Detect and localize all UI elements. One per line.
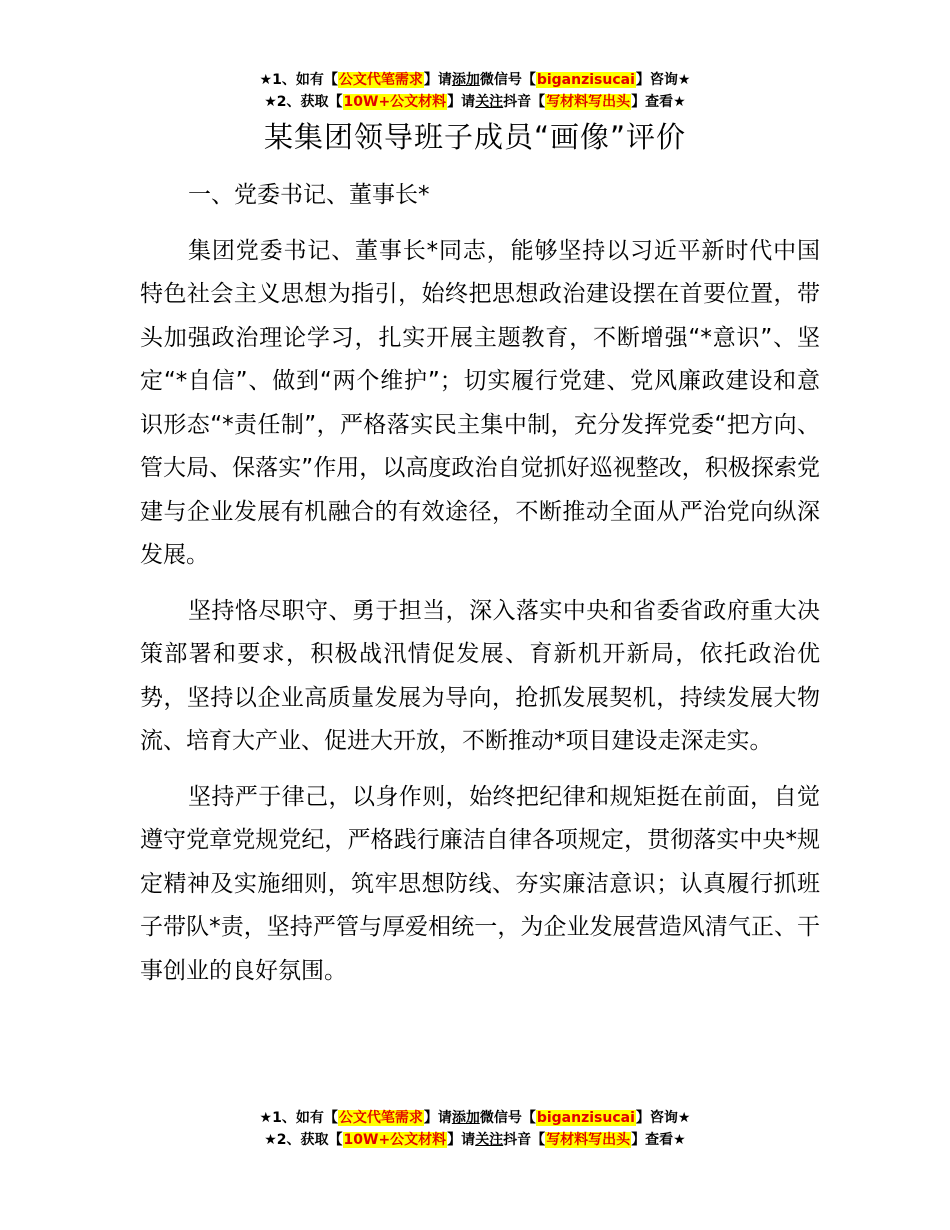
section-heading: 一、党委书记、董事长* [188,182,430,208]
banner-wechat-id: biganzisucai [536,1110,635,1126]
banner-highlight: 10W+公文材料 [343,1132,447,1148]
banner-highlight: 公文代笔需求 [338,72,423,88]
banner-douyin-name: 写材料写出头 [546,1132,631,1148]
banner-line-2: ★2、获取【10W+公文材料】请关注抖音【写材料写出头】查看★ [264,94,686,110]
document-body [140,174,820,1005]
banner-line-2: ★2、获取【10W+公文材料】请关注抖音【写材料写出头】查看★ [264,1132,686,1148]
banner-highlight: 公文代笔需求 [338,1110,423,1126]
paragraph-2: 坚持恪尽职守、勇于担当，深入落实中央和省委省政府重大决策部署和要求，积极战汛情促发展、育新机开新局，依托政治优势，坚持以企业高质量发展为导向，抢抓发展契机，持续发展大物流、培育大产业、促进大开放，不断推动*项目建设走深走实。 [140,597,820,754]
banner-line-1: ★1、如有【公文代笔需求】请添加微信号【biganzisucai】咨询★ [259,1110,691,1126]
document-title: 某集团领导班子成员“画像”评价 [263,120,687,154]
footer-banner [0,1107,950,1151]
banner-douyin-name: 写材料写出头 [546,94,631,110]
banner-highlight: 10W+公文材料 [343,94,447,110]
paragraph-3: 坚持严于律己，以身作则，始终把纪律和规矩挺在前面，自觉遵守党章党规党纪，严格践行廉洁自律各项规定，贯彻落实中央*规定精神及实施细则，筑牢思想防线、夯实廉洁意识；认真履行抓班子带队*责，坚持严管与厚爱相统一，为企业发展营造风清气正、干事创业的良好氛围。 [140,783,820,984]
header-banner [0,69,950,113]
paragraph-1: 集团党委书记、董事长*同志，能够坚持以习近平新时代中国特色社会主义思想为指引，始终把思想政治建设摆在首要位置，带头加强政治理论学习，扎实开展主题教育，不断增强“*意识”、坚定“*自信”、做到“两个维护”；切实履行党建、党风廉政建设和意识形态“*责任制”，严格落实民主集中制，充分发挥党委“把方向、管大局、保落实”作用，以高度政治自觉抓好巡视整改，积极探索党建与企业发展有机融合的有效途径，不断推动全面从严治党向纵深发展。 [140,237,820,568]
banner-line-1: ★1、如有【公文代笔需求】请添加微信号【biganzisucai】咨询★ [259,72,691,88]
banner-wechat-id: biganzisucai [536,72,635,88]
